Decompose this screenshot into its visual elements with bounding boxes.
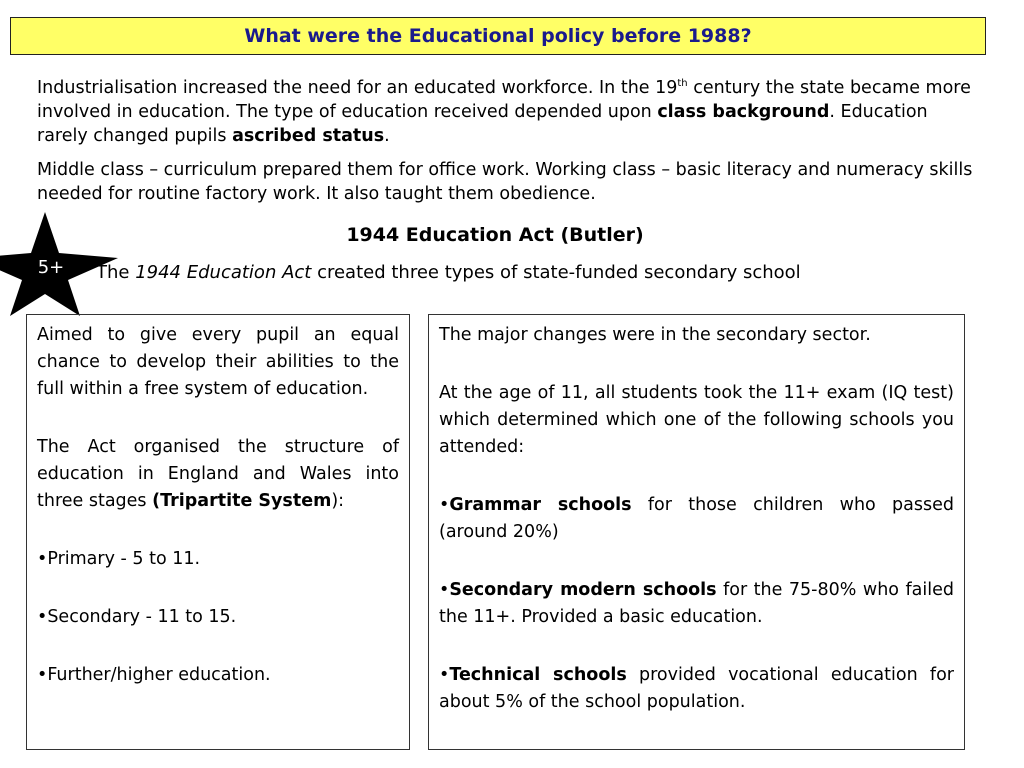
bold-term-class-background: class background [657, 102, 830, 122]
right-bullet-grammar [439, 492, 954, 546]
bold-term: Technical schools [449, 665, 627, 685]
bullet-text: for those children who passed (around 20%) [439, 495, 955, 542]
bullet: • [439, 665, 450, 685]
bullet-text: provided vocational education for about 5% of the school population. [439, 665, 954, 712]
intro-text: . Education rarely changed pupils [37, 102, 928, 146]
superscript: th [677, 78, 688, 90]
intro-text: Industrialisation increased the need for an educated workforce. In the 19 [37, 78, 678, 98]
intro-paragraph-2: Middle class – curriculum prepared them for office work. Working class – basic literacy and numeracy skills needed for routine factory work. It also taught them obedience. [37, 160, 973, 204]
right-paragraph-1: The major changes were in the secondary sector. [439, 325, 871, 345]
left-bullet-secondary: •Secondary - 11 to 15. [37, 607, 237, 627]
bullet: • [439, 580, 450, 600]
intro-text: century the state became more involved in education. The type of education received depended upon [37, 78, 971, 122]
left-info-box [26, 314, 410, 750]
intro-text: . [384, 126, 390, 146]
act-subtitle [96, 262, 801, 283]
right-bullet-secondary-modern [439, 577, 954, 631]
star-label: 5+ [37, 257, 65, 278]
right-bullet-technical [439, 662, 954, 716]
bold-term-tripartite: (Tripartite System [152, 491, 332, 511]
page-title: What were the Educational policy before 1988? [10, 17, 986, 55]
left-text: ): [331, 491, 345, 511]
bullet: • [439, 495, 450, 515]
intro-paragraph-1 [37, 76, 982, 148]
act-name-italic: 1944 Education Act [135, 262, 312, 283]
left-paragraph-2 [37, 434, 399, 515]
bold-term: Secondary modern schools [449, 580, 717, 600]
bold-term: Grammar schools [449, 495, 632, 515]
left-bullet-further: •Further/higher education. [37, 665, 271, 685]
right-paragraph-2: At the age of 11, all students took the 11+ exam (IQ test) which determined which one of the following schools you attended: [439, 383, 954, 457]
right-info-box [428, 314, 965, 750]
act-line-text: The [96, 262, 136, 283]
left-text: The Act organised the structure of education in England and Wales into three stages [37, 437, 399, 511]
act-line-text: created three types of state-funded secondary school [311, 262, 801, 283]
intro-section [37, 76, 982, 216]
bullet-text: for the 75-80% who failed the 11+. Provided a basic education. [439, 580, 955, 627]
left-paragraph-1: Aimed to give every pupil an equal chance to develop their abilities to the full within a free system of education. [37, 325, 399, 399]
left-bullet-primary: •Primary - 5 to 11. [37, 549, 201, 569]
bold-term-ascribed-status: ascribed status [232, 126, 385, 146]
act-heading: 1944 Education Act (Butler) [346, 224, 644, 246]
